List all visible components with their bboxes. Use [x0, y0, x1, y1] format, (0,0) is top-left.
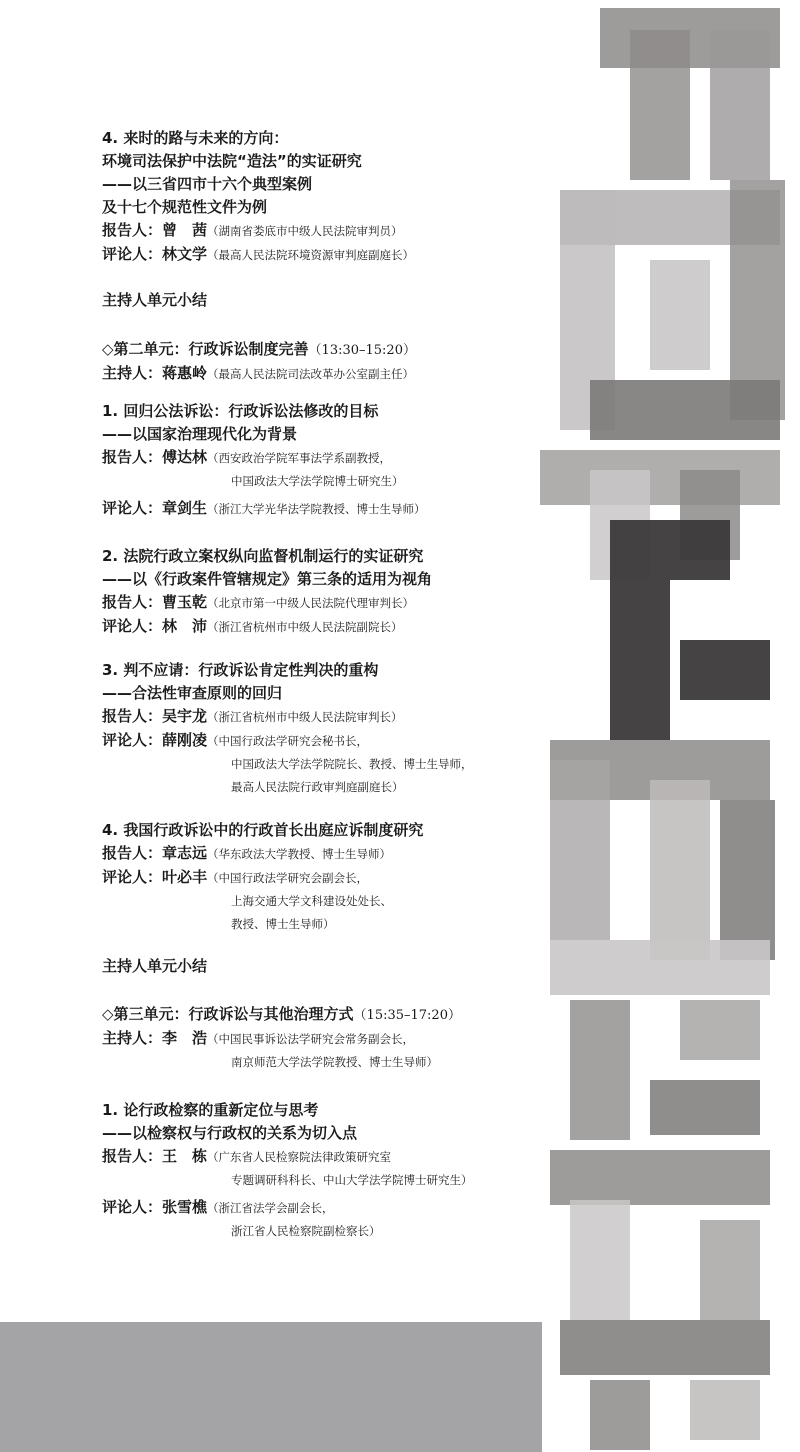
talk-title-line: 2. 法院行政立案权纵向监督机制运行的实证研究 — [102, 547, 424, 565]
reporter-row: 报告人：曾 茜（湖南省娄底市中级人民法院审判员） — [102, 221, 403, 239]
reporter-row: 报告人：吴宇龙（浙江省杭州市中级人民法院审判长） — [102, 707, 403, 725]
affiliation-cont: 最高人民法院行政审判庭副庭长） — [231, 780, 404, 794]
reporter-row: 报告人：王 栋（广东省人民检察院法律政策研究室 — [102, 1147, 392, 1165]
footer-gray-bar — [0, 1322, 542, 1452]
commentator-row: 评论人：章剑生（浙江大学光华法学院教授、博士生导师） — [102, 499, 426, 517]
summary-label: 主持人单元小结 — [102, 291, 208, 309]
talk-title-line: ——以三省四市十六个典型案例 — [102, 175, 313, 193]
talk-title-line: ——合法性审查原则的回归 — [102, 684, 283, 702]
commentator-row: 评论人：张雪樵（浙江省法学会副会长， — [102, 1198, 334, 1216]
talk-title-line: ——以《行政案件管辖规定》第三条的适用为视角 — [102, 570, 433, 588]
affiliation-cont: 上海交通大学文科建设处处长、 — [231, 894, 392, 908]
commentator-row: 评论人：叶必丰（中国行政法学研究会副会长， — [102, 868, 369, 886]
affiliation-cont: 浙江省人民检察院副检察长） — [231, 1224, 381, 1238]
forum-title-decoration — [530, 0, 800, 1452]
reporter-row: 报告人：章志远（华东政法大学教授、博士生导师） — [102, 844, 392, 862]
deco-letter-blocks — [540, 8, 785, 1450]
talk-title-line: 4. 来时的路与未来的方向： — [102, 129, 289, 147]
reporter-row: 报告人：傅达林（西安政治学院军事法学系副教授， — [102, 448, 392, 466]
talk-title-line: 环境司法保护中法院“造法”的实证研究 — [102, 152, 362, 170]
reporter-row: 报告人：曹玉乾（北京市第一中级人民法院代理审判长） — [102, 593, 415, 611]
unit-title: ◇第二单元：行政诉讼制度完善（13:30–15:20） — [102, 340, 416, 358]
host-row: 主持人：蒋惠岭（最高人民法院司法改革办公室副主任） — [102, 364, 415, 382]
affiliation-cont: 中国政法大学法学院院长、教授、博士生导师， — [231, 757, 473, 771]
commentator-row: 评论人：林文学（最高人民法院环境资源审判庭副庭长） — [102, 245, 415, 263]
host-row: 主持人：李 浩（中国民事诉讼法学研究会常务副会长， — [102, 1029, 415, 1047]
talk-title-line: ——以国家治理现代化为背景 — [102, 425, 298, 443]
talk-title-line: 3. 判不应请：行政诉讼肯定性判决的重构 — [102, 661, 379, 679]
talk-title-line: 1. 论行政检察的重新定位与思考 — [102, 1101, 319, 1119]
unit-title: ◇第三单元：行政诉讼与其他治理方式（15:35–17:20） — [102, 1005, 461, 1023]
affiliation-cont: 教授、博士生导师） — [231, 917, 335, 931]
talk-title-line: ——以检察权与行政权的关系为切入点 — [102, 1124, 358, 1142]
talk-title-line: 1. 回归公法诉讼：行政诉讼法修改的目标 — [102, 402, 379, 420]
affiliation-cont: 南京师范大学法学院教授、博士生导师） — [231, 1055, 438, 1069]
summary-label: 主持人单元小结 — [102, 957, 208, 975]
talk-title-line: 4. 我国行政诉讼中的行政首长出庭应诉制度研究 — [102, 821, 424, 839]
affiliation-cont: 专题调研科科长、中山大学法学院博士研究生） — [231, 1173, 473, 1187]
affiliation-cont: 中国政法大学法学院博士研究生） — [231, 474, 404, 488]
commentator-row: 评论人：林 沛（浙江省杭州市中级人民法院副院长） — [102, 617, 403, 635]
talk-title-line: 及十七个规范性文件为例 — [102, 198, 268, 216]
commentator-row: 评论人：薛刚凌（中国行政法学研究会秘书长， — [102, 731, 369, 749]
